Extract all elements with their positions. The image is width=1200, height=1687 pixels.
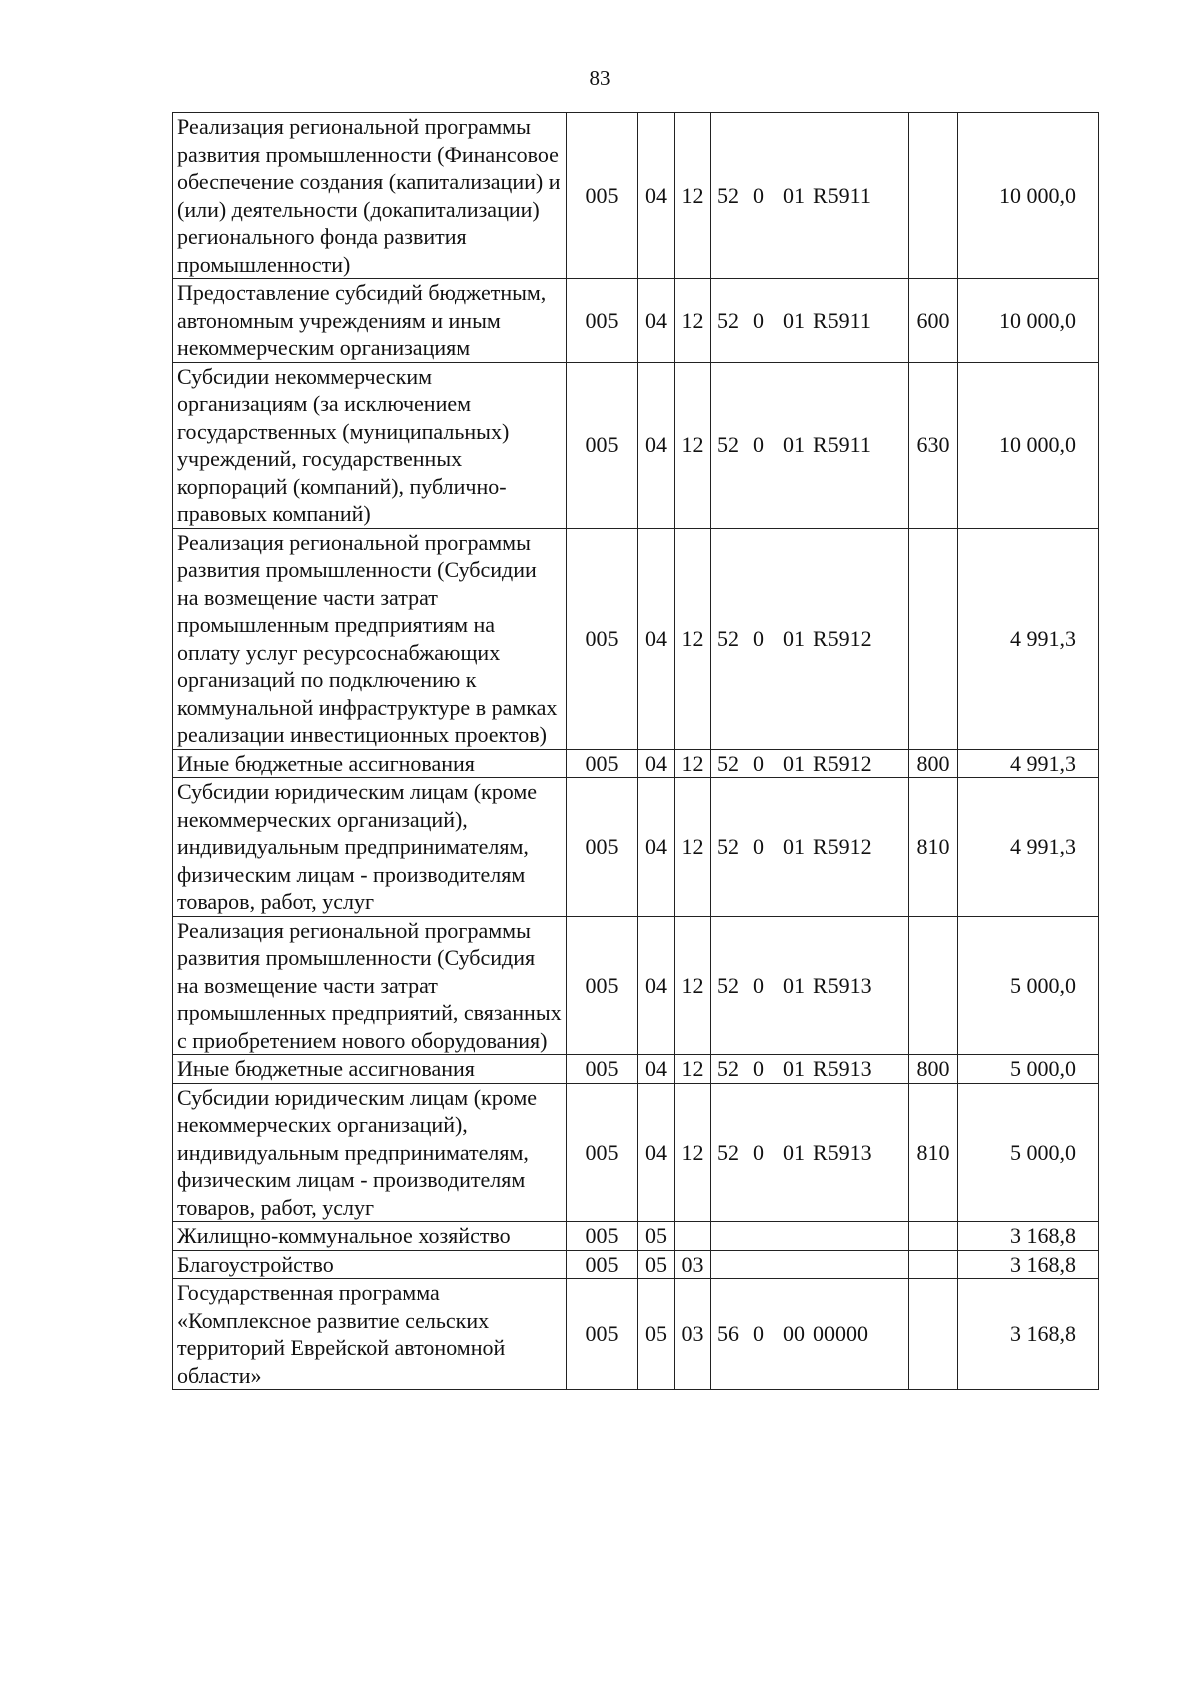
item-name: Реализация региональной программы развития промышленности (Субсидия на возмещение части затрат промышленных предприятий, связанных с приобретением нового оборудования): [173, 916, 567, 1055]
target-article-part: 0: [753, 1056, 764, 1081]
subsection-code: 12: [675, 113, 711, 279]
amount: 3 168,8: [958, 1250, 1099, 1279]
table-row: [173, 1250, 1099, 1279]
target-article-part: 01: [783, 834, 805, 859]
target-article-code: [711, 113, 909, 279]
target-article-part: 0: [753, 182, 764, 208]
subsection-code: 12: [675, 1083, 711, 1222]
section-code: 04: [638, 113, 675, 279]
target-article-part: 0: [753, 432, 764, 458]
table-row: [173, 1083, 1099, 1222]
target-article-code: [711, 1083, 909, 1222]
amount: 4 991,3: [958, 528, 1099, 749]
target-article-part: 01: [783, 1139, 805, 1165]
subsection-code: 12: [675, 916, 711, 1055]
target-article-code: [711, 1250, 909, 1279]
expense-type-code: [909, 1279, 958, 1390]
target-article-part: 0: [753, 625, 764, 651]
item-name: Предоставление субсидий бюджетным, автономным учреждениям и иным некоммерческим организациям: [173, 279, 567, 363]
subsection-code: 12: [675, 528, 711, 749]
item-name: Субсидии юридическим лицам (кроме некоммерческих организаций), индивидуальным предпринимателям, физическим лицам - производителям товаров, работ, услуг: [173, 778, 567, 917]
target-article-part: 01: [783, 625, 805, 651]
budget-table: [172, 112, 1099, 1390]
section-code: 05: [638, 1250, 675, 1279]
section-code: 05: [638, 1279, 675, 1390]
item-name: Жилищно-коммунальное хозяйство: [173, 1222, 567, 1251]
target-article-part: 00000: [813, 1321, 868, 1347]
target-article-part: 52: [717, 625, 739, 651]
table-row: [173, 1222, 1099, 1251]
amount: 5 000,0: [958, 1083, 1099, 1222]
target-article-part: R5911: [813, 432, 871, 458]
table-row: [173, 1279, 1099, 1390]
section-code: 04: [638, 279, 675, 363]
item-name: Субсидии некоммерческим организациям (за исключением государственных (муниципальных) учреждений, государственных корпораций (компаний), публично-правовых компаний): [173, 362, 567, 528]
item-name: Иные бюджетные ассигнования: [173, 1055, 567, 1084]
page-number: 83: [589, 66, 611, 90]
target-article-code: [711, 362, 909, 528]
amount: 3 168,8: [958, 1222, 1099, 1251]
item-name: Государственная программа «Комплексное развитие сельских территорий Еврейской автономной области»: [173, 1279, 567, 1390]
ministry-code: 005: [567, 1055, 638, 1084]
target-article-code: [711, 916, 909, 1055]
ministry-code: 005: [567, 279, 638, 363]
target-article-part: 52: [717, 834, 739, 859]
amount: 5 000,0: [958, 916, 1099, 1055]
item-name: Субсидии юридическим лицам (кроме некоммерческих организаций), индивидуальным предпринимателям, физическим лицам - производителям товаров, работ, услуг: [173, 1083, 567, 1222]
target-article-part: 52: [717, 972, 739, 998]
section-code: 05: [638, 1222, 675, 1251]
target-article-part: 52: [717, 307, 739, 333]
item-name: Иные бюджетные ассигнования: [173, 749, 567, 778]
target-article-code: [711, 279, 909, 363]
subsection-code: 12: [675, 778, 711, 917]
section-code: 04: [638, 916, 675, 1055]
expense-type-code: 630: [909, 362, 958, 528]
budget-table-body: [173, 113, 1099, 1390]
target-article-part: 01: [783, 1056, 805, 1081]
expense-type-code: [909, 1250, 958, 1279]
subsection-code: 12: [675, 279, 711, 363]
table-row: [173, 279, 1099, 363]
expense-type-code: 810: [909, 778, 958, 917]
target-article-part: 01: [783, 432, 805, 458]
table-row: [173, 1055, 1099, 1084]
amount: 5 000,0: [958, 1055, 1099, 1084]
section-code: 04: [638, 778, 675, 917]
target-article-part: 52: [717, 182, 739, 208]
amount: 4 991,3: [958, 749, 1099, 778]
table-row: [173, 778, 1099, 917]
amount: 10 000,0: [958, 279, 1099, 363]
target-article-part: 52: [717, 432, 739, 458]
expense-type-code: [909, 528, 958, 749]
item-name: Реализация региональной программы развития промышленности (Субсидии на возмещение части затрат промышленным предприятиям на оплату услуг ресурсоснабжающих организаций по подключению к коммунальной инфраструктуре в рамках реализации инвестиционных проектов): [173, 528, 567, 749]
expense-type-code: 810: [909, 1083, 958, 1222]
ministry-code: 005: [567, 778, 638, 917]
target-article-part: R5912: [813, 750, 872, 776]
target-article-part: 0: [753, 972, 764, 998]
ministry-code: 005: [567, 1250, 638, 1279]
ministry-code: 005: [567, 749, 638, 778]
subsection-code: 12: [675, 1055, 711, 1084]
target-article-part: 0: [753, 1321, 764, 1347]
item-name: Реализация региональной программы развития промышленности (Финансовое обеспечение создания (капитализации) и (или) деятельности (докапитализации) регионального фонда развития промышленности): [173, 113, 567, 279]
target-article-part: 01: [783, 307, 805, 333]
target-article-part: R5912: [813, 625, 872, 651]
ministry-code: 005: [567, 528, 638, 749]
table-row: [173, 528, 1099, 749]
ministry-code: 005: [567, 1279, 638, 1390]
target-article-part: 0: [753, 750, 764, 776]
amount: 10 000,0: [958, 362, 1099, 528]
expense-type-code: 600: [909, 279, 958, 363]
ministry-code: 005: [567, 1083, 638, 1222]
target-article-part: 52: [717, 1139, 739, 1165]
target-article-code: [711, 1055, 909, 1084]
target-article-part: 0: [753, 1139, 764, 1165]
ministry-code: 005: [567, 1222, 638, 1251]
target-article-part: 00: [783, 1321, 805, 1347]
subsection-code: [675, 1222, 711, 1251]
subsection-code: 12: [675, 362, 711, 528]
target-article-part: R5913: [813, 1139, 872, 1165]
section-code: 04: [638, 528, 675, 749]
ministry-code: 005: [567, 362, 638, 528]
target-article-part: 01: [783, 750, 805, 776]
section-code: 04: [638, 362, 675, 528]
item-name: Благоустройство: [173, 1250, 567, 1279]
amount: 3 168,8: [958, 1279, 1099, 1390]
ministry-code: 005: [567, 916, 638, 1055]
section-code: 04: [638, 749, 675, 778]
expense-type-code: 800: [909, 749, 958, 778]
target-article-part: R5911: [813, 307, 871, 333]
subsection-code: 12: [675, 749, 711, 778]
target-article-part: 56: [717, 1321, 739, 1347]
target-article-code: [711, 778, 909, 917]
target-article-code: [711, 749, 909, 778]
target-article-part: 0: [753, 834, 764, 859]
expense-type-code: [909, 1222, 958, 1251]
table-row: [173, 749, 1099, 778]
target-article-part: R5911: [813, 182, 871, 208]
table-row: [173, 916, 1099, 1055]
subsection-code: 03: [675, 1279, 711, 1390]
target-article-part: R5913: [813, 972, 872, 998]
target-article-part: 52: [717, 750, 739, 776]
expense-type-code: [909, 916, 958, 1055]
target-article-part: 01: [783, 972, 805, 998]
target-article-code: [711, 1222, 909, 1251]
target-article-code: [711, 1279, 909, 1390]
target-article-part: 01: [783, 182, 805, 208]
expense-type-code: [909, 113, 958, 279]
target-article-part: R5912: [813, 834, 872, 859]
section-code: 04: [638, 1083, 675, 1222]
ministry-code: 005: [567, 113, 638, 279]
table-row: [173, 362, 1099, 528]
subsection-code: 03: [675, 1250, 711, 1279]
section-code: 04: [638, 1055, 675, 1084]
target-article-part: 52: [717, 1056, 739, 1081]
target-article-part: 0: [753, 307, 764, 333]
target-article-code: [711, 528, 909, 749]
expense-type-code: 800: [909, 1055, 958, 1084]
target-article-part: R5913: [813, 1056, 872, 1081]
amount: 10 000,0: [958, 113, 1099, 279]
table-row: [173, 113, 1099, 279]
amount: 4 991,3: [958, 778, 1099, 917]
